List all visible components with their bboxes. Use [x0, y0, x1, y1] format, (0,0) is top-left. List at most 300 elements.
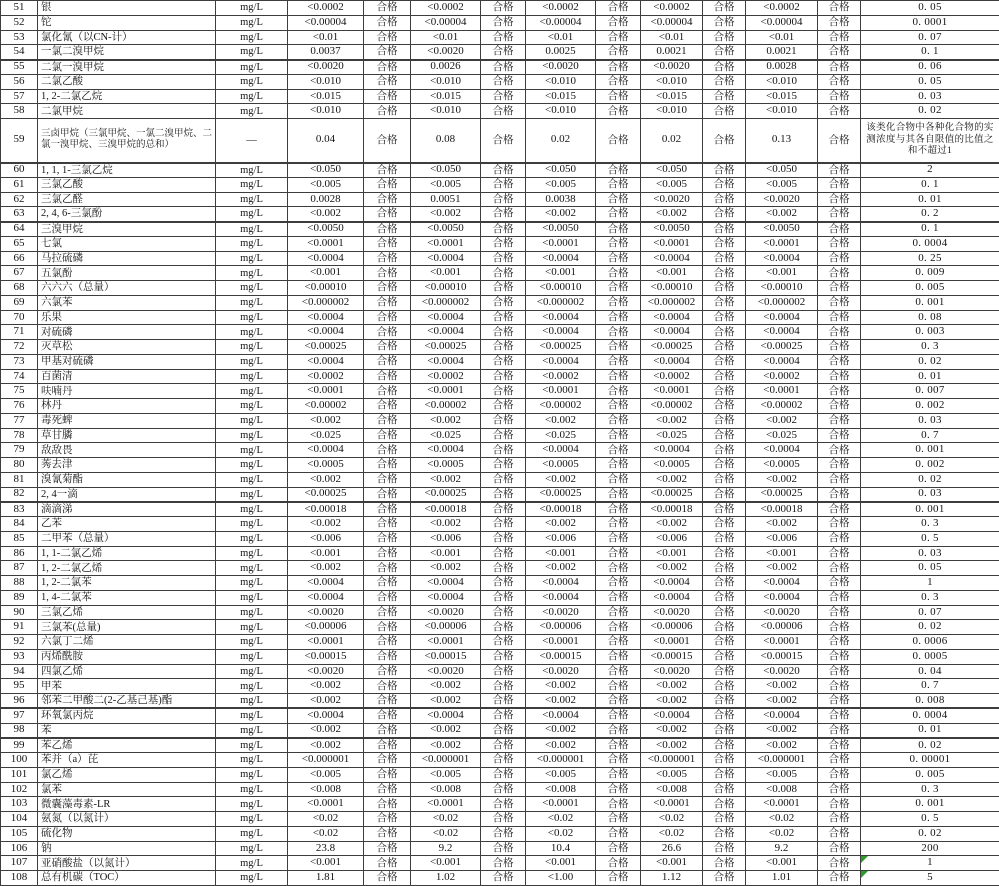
cell-pass-2[interactable]: 合格 — [481, 413, 526, 428]
cell-unit[interactable]: mg/L — [216, 546, 288, 561]
cell-row-number[interactable]: 69 — [1, 295, 38, 310]
cell-value-5[interactable]: 9.2 — [746, 841, 818, 856]
cell-value-2[interactable]: <0.02 — [411, 826, 481, 841]
cell-pass-3[interactable]: 合格 — [596, 192, 641, 207]
cell-pass-1[interactable]: 合格 — [364, 443, 411, 458]
cell-value-1[interactable]: <0.002 — [288, 738, 364, 753]
cell-pass-1[interactable]: 合格 — [364, 413, 411, 428]
cell-item-name[interactable]: 苯乙烯 — [38, 738, 216, 753]
cell-pass-3[interactable]: 合格 — [596, 664, 641, 679]
cell-value-2[interactable]: <0.00006 — [411, 620, 481, 635]
cell-item-name[interactable]: 2, 4, 6-三氯酚 — [38, 207, 216, 222]
cell-row-number[interactable]: 75 — [1, 384, 38, 399]
cell-unit[interactable]: mg/L — [216, 413, 288, 428]
cell-value-1[interactable]: <0.0001 — [288, 384, 364, 399]
cell-pass-1[interactable]: 合格 — [364, 45, 411, 60]
cell-limit[interactable]: 0. 0004 — [861, 708, 999, 723]
cell-pass-2[interactable]: 合格 — [481, 679, 526, 694]
cell-limit[interactable]: 0. 002 — [861, 458, 999, 473]
cell-value-5[interactable]: <0.00018 — [746, 502, 818, 517]
cell-value-1[interactable]: <0.001 — [288, 856, 364, 871]
cell-value-1[interactable]: <0.002 — [288, 694, 364, 709]
cell-pass-2[interactable]: 合格 — [481, 222, 526, 237]
cell-value-3[interactable]: <0.008 — [526, 782, 596, 797]
cell-value-2[interactable]: <0.005 — [411, 177, 481, 192]
cell-pass-3[interactable]: 合格 — [596, 104, 641, 119]
cell-value-1[interactable]: <0.0004 — [288, 354, 364, 369]
cell-value-3[interactable]: <0.0001 — [526, 384, 596, 399]
cell-pass-5[interactable]: 合格 — [818, 797, 861, 812]
cell-item-name[interactable]: 二氯一溴甲烷 — [38, 60, 216, 75]
cell-value-5[interactable]: <0.0001 — [746, 635, 818, 650]
cell-value-2[interactable]: <0.00025 — [411, 487, 481, 502]
cell-value-5[interactable]: <0.050 — [746, 163, 818, 178]
cell-item-name[interactable]: 钠 — [38, 841, 216, 856]
cell-unit[interactable]: mg/L — [216, 649, 288, 664]
cell-row-number[interactable]: 59 — [1, 119, 38, 163]
cell-value-5[interactable]: <0.002 — [746, 472, 818, 487]
cell-unit[interactable]: mg/L — [216, 30, 288, 45]
cell-pass-4[interactable]: 合格 — [703, 89, 746, 104]
cell-pass-4[interactable]: 合格 — [703, 472, 746, 487]
cell-pass-4[interactable]: 合格 — [703, 738, 746, 753]
cell-value-3[interactable]: <0.0001 — [526, 635, 596, 650]
cell-value-4[interactable]: <0.002 — [641, 413, 703, 428]
cell-value-1[interactable]: <0.002 — [288, 472, 364, 487]
cell-value-5[interactable]: <0.002 — [746, 517, 818, 532]
cell-pass-1[interactable]: 合格 — [364, 369, 411, 384]
cell-pass-3[interactable]: 合格 — [596, 251, 641, 266]
cell-unit[interactable]: mg/L — [216, 295, 288, 310]
cell-value-4[interactable]: 0.0021 — [641, 45, 703, 60]
cell-row-number[interactable]: 74 — [1, 369, 38, 384]
cell-value-2[interactable]: <0.025 — [411, 428, 481, 443]
cell-value-5[interactable]: <0.02 — [746, 812, 818, 827]
cell-value-1[interactable]: <0.00025 — [288, 340, 364, 355]
cell-item-name[interactable]: 对硫磷 — [38, 325, 216, 340]
cell-limit[interactable]: 0. 03 — [861, 487, 999, 502]
cell-pass-4[interactable]: 合格 — [703, 546, 746, 561]
cell-value-5[interactable]: <0.002 — [746, 738, 818, 753]
cell-pass-2[interactable]: 合格 — [481, 472, 526, 487]
cell-unit[interactable]: mg/L — [216, 517, 288, 532]
cell-pass-5[interactable]: 合格 — [818, 413, 861, 428]
cell-value-2[interactable]: <0.0001 — [411, 635, 481, 650]
cell-item-name[interactable]: 百菌清 — [38, 369, 216, 384]
cell-value-5[interactable]: <0.002 — [746, 413, 818, 428]
cell-value-4[interactable]: <0.00025 — [641, 340, 703, 355]
cell-pass-4[interactable]: 合格 — [703, 826, 746, 841]
cell-pass-5[interactable]: 合格 — [818, 281, 861, 296]
cell-row-number[interactable]: 108 — [1, 871, 38, 886]
cell-value-3[interactable]: <0.01 — [526, 30, 596, 45]
cell-value-3[interactable]: <0.0004 — [526, 708, 596, 723]
cell-value-2[interactable]: <0.01 — [411, 30, 481, 45]
cell-pass-3[interactable]: 合格 — [596, 856, 641, 871]
cell-value-2[interactable]: <0.00004 — [411, 15, 481, 30]
cell-value-2[interactable]: <0.005 — [411, 767, 481, 782]
cell-value-1[interactable]: <0.002 — [288, 679, 364, 694]
cell-pass-2[interactable]: 合格 — [481, 635, 526, 650]
cell-unit[interactable]: mg/L — [216, 340, 288, 355]
cell-value-3[interactable]: <0.0004 — [526, 251, 596, 266]
cell-value-1[interactable]: <0.0004 — [288, 576, 364, 591]
cell-pass-4[interactable]: 合格 — [703, 413, 746, 428]
cell-pass-1[interactable]: 合格 — [364, 620, 411, 635]
cell-value-3[interactable]: <0.001 — [526, 856, 596, 871]
cell-unit[interactable]: mg/L — [216, 812, 288, 827]
cell-value-2[interactable]: <0.0005 — [411, 458, 481, 473]
cell-row-number[interactable]: 80 — [1, 458, 38, 473]
cell-value-1[interactable]: <0.000001 — [288, 753, 364, 768]
cell-pass-3[interactable]: 合格 — [596, 782, 641, 797]
cell-row-number[interactable]: 85 — [1, 531, 38, 546]
cell-item-name[interactable]: 苯 — [38, 723, 216, 738]
cell-row-number[interactable]: 76 — [1, 399, 38, 414]
cell-limit[interactable]: 0. 04 — [861, 664, 999, 679]
cell-pass-3[interactable]: 合格 — [596, 635, 641, 650]
cell-row-number[interactable]: 107 — [1, 856, 38, 871]
cell-unit[interactable]: mg/L — [216, 266, 288, 281]
cell-value-5[interactable]: <0.002 — [746, 723, 818, 738]
cell-pass-3[interactable]: 合格 — [596, 119, 641, 163]
cell-item-name[interactable]: 1, 1, 1-三氯乙烷 — [38, 163, 216, 178]
cell-value-3[interactable]: <0.0004 — [526, 443, 596, 458]
cell-value-5[interactable]: <0.001 — [746, 266, 818, 281]
cell-value-2[interactable]: <0.010 — [411, 104, 481, 119]
cell-pass-2[interactable]: 合格 — [481, 384, 526, 399]
cell-value-2[interactable]: 0.0051 — [411, 192, 481, 207]
cell-value-2[interactable]: <0.000001 — [411, 753, 481, 768]
cell-pass-5[interactable]: 合格 — [818, 354, 861, 369]
cell-row-number[interactable]: 58 — [1, 104, 38, 119]
cell-pass-5[interactable]: 合格 — [818, 399, 861, 414]
cell-item-name[interactable]: 四氯乙烯 — [38, 664, 216, 679]
cell-limit[interactable]: 0. 3 — [861, 340, 999, 355]
cell-pass-5[interactable]: 合格 — [818, 104, 861, 119]
cell-value-5[interactable]: <0.0020 — [746, 605, 818, 620]
cell-value-5[interactable]: <0.0001 — [746, 236, 818, 251]
cell-limit[interactable]: 1 — [861, 576, 999, 591]
cell-row-number[interactable]: 73 — [1, 354, 38, 369]
cell-value-4[interactable]: <0.002 — [641, 694, 703, 709]
cell-pass-4[interactable]: 合格 — [703, 251, 746, 266]
cell-item-name[interactable]: 银 — [38, 1, 216, 16]
cell-pass-1[interactable]: 合格 — [364, 30, 411, 45]
cell-value-4[interactable]: <0.002 — [641, 517, 703, 532]
cell-pass-3[interactable]: 合格 — [596, 384, 641, 399]
cell-row-number[interactable]: 89 — [1, 590, 38, 605]
cell-limit-with-error-indicator[interactable]: 1 — [861, 856, 999, 871]
cell-value-4[interactable]: <0.050 — [641, 163, 703, 178]
cell-pass-4[interactable]: 合格 — [703, 119, 746, 163]
cell-unit[interactable]: mg/L — [216, 15, 288, 30]
cell-value-4[interactable]: <0.0004 — [641, 325, 703, 340]
cell-pass-5[interactable]: 合格 — [818, 236, 861, 251]
cell-value-4[interactable]: <0.00006 — [641, 620, 703, 635]
cell-row-number[interactable]: 81 — [1, 472, 38, 487]
cell-limit[interactable]: 0. 7 — [861, 428, 999, 443]
cell-pass-4[interactable]: 合格 — [703, 812, 746, 827]
cell-unit[interactable]: mg/L — [216, 708, 288, 723]
cell-row-number[interactable]: 66 — [1, 251, 38, 266]
cell-pass-5[interactable]: 合格 — [818, 74, 861, 89]
cell-row-number[interactable]: 98 — [1, 723, 38, 738]
cell-limit[interactable]: 0. 2 — [861, 207, 999, 222]
cell-row-number[interactable]: 56 — [1, 74, 38, 89]
cell-value-3[interactable]: <0.010 — [526, 104, 596, 119]
cell-value-3[interactable]: <0.010 — [526, 74, 596, 89]
cell-value-1[interactable]: <0.0004 — [288, 251, 364, 266]
cell-pass-5[interactable]: 合格 — [818, 502, 861, 517]
cell-pass-1[interactable]: 合格 — [364, 826, 411, 841]
cell-value-4[interactable]: <0.002 — [641, 738, 703, 753]
cell-value-4[interactable]: <0.010 — [641, 74, 703, 89]
cell-pass-2[interactable]: 合格 — [481, 295, 526, 310]
cell-value-4[interactable]: <0.00004 — [641, 15, 703, 30]
cell-value-5[interactable]: <0.0020 — [746, 664, 818, 679]
cell-value-1[interactable]: <0.0004 — [288, 325, 364, 340]
cell-unit[interactable]: mg/L — [216, 89, 288, 104]
cell-value-2[interactable]: <0.002 — [411, 679, 481, 694]
cell-value-5[interactable]: <0.0005 — [746, 458, 818, 473]
cell-item-name[interactable]: 七氯 — [38, 236, 216, 251]
cell-row-number[interactable]: 102 — [1, 782, 38, 797]
cell-item-name[interactable]: 莠去津 — [38, 458, 216, 473]
cell-pass-3[interactable]: 合格 — [596, 753, 641, 768]
cell-pass-5[interactable]: 合格 — [818, 15, 861, 30]
cell-limit[interactable]: 0. 008 — [861, 694, 999, 709]
cell-pass-3[interactable]: 合格 — [596, 399, 641, 414]
cell-value-3[interactable]: <0.001 — [526, 546, 596, 561]
cell-pass-2[interactable]: 合格 — [481, 753, 526, 768]
cell-unit[interactable]: mg/L — [216, 443, 288, 458]
cell-unit[interactable]: mg/L — [216, 428, 288, 443]
cell-unit[interactable]: mg/L — [216, 399, 288, 414]
cell-item-name[interactable]: 2, 4一滴 — [38, 487, 216, 502]
cell-limit[interactable]: 0. 03 — [861, 546, 999, 561]
cell-value-1[interactable]: <0.002 — [288, 207, 364, 222]
cell-row-number[interactable]: 92 — [1, 635, 38, 650]
cell-pass-2[interactable]: 合格 — [481, 708, 526, 723]
cell-row-number[interactable]: 97 — [1, 708, 38, 723]
cell-item-name[interactable]: 林丹 — [38, 399, 216, 414]
cell-value-4[interactable]: <0.0020 — [641, 192, 703, 207]
cell-item-name[interactable]: 三氯乙烯 — [38, 605, 216, 620]
cell-limit[interactable]: 0. 02 — [861, 472, 999, 487]
cell-value-1[interactable]: <0.025 — [288, 428, 364, 443]
cell-value-4[interactable]: <0.0020 — [641, 664, 703, 679]
cell-value-1[interactable]: <0.010 — [288, 104, 364, 119]
cell-value-4[interactable]: <0.01 — [641, 30, 703, 45]
cell-pass-1[interactable]: 合格 — [364, 708, 411, 723]
cell-limit[interactable]: 0. 02 — [861, 104, 999, 119]
cell-value-1[interactable]: <0.0020 — [288, 60, 364, 75]
cell-pass-2[interactable]: 合格 — [481, 590, 526, 605]
cell-value-3[interactable]: <0.002 — [526, 472, 596, 487]
cell-pass-5[interactable]: 合格 — [818, 295, 861, 310]
cell-value-3[interactable]: <0.002 — [526, 207, 596, 222]
cell-item-name[interactable]: 总有机碳（TOC） — [38, 871, 216, 886]
cell-pass-4[interactable]: 合格 — [703, 605, 746, 620]
cell-pass-2[interactable]: 合格 — [481, 458, 526, 473]
cell-item-name[interactable]: 三卤甲烷（三氯甲烷、一氯二溴甲烷、二氯一溴甲烷、三溴甲烷的总和） — [38, 119, 216, 163]
cell-value-2[interactable]: <0.0004 — [411, 708, 481, 723]
cell-pass-1[interactable]: 合格 — [364, 207, 411, 222]
cell-unit[interactable]: mg/L — [216, 325, 288, 340]
cell-pass-1[interactable]: 合格 — [364, 295, 411, 310]
cell-value-2[interactable]: <0.000002 — [411, 295, 481, 310]
cell-value-1[interactable]: <0.01 — [288, 30, 364, 45]
cell-value-4[interactable]: <0.015 — [641, 89, 703, 104]
cell-unit[interactable]: mg/L — [216, 605, 288, 620]
cell-unit[interactable]: mg/L — [216, 369, 288, 384]
cell-value-3[interactable]: <0.00004 — [526, 15, 596, 30]
cell-pass-4[interactable]: 合格 — [703, 310, 746, 325]
cell-unit[interactable]: mg/L — [216, 531, 288, 546]
cell-value-1[interactable]: <0.015 — [288, 89, 364, 104]
cell-value-1[interactable]: <0.0004 — [288, 590, 364, 605]
cell-pass-1[interactable]: 合格 — [364, 428, 411, 443]
cell-value-3[interactable]: <0.0002 — [526, 1, 596, 16]
cell-value-1[interactable]: <0.0002 — [288, 1, 364, 16]
cell-pass-5[interactable]: 合格 — [818, 649, 861, 664]
cell-value-3[interactable]: <0.0004 — [526, 325, 596, 340]
cell-pass-2[interactable]: 合格 — [481, 782, 526, 797]
cell-limit[interactable]: 0. 0001 — [861, 15, 999, 30]
cell-pass-3[interactable]: 合格 — [596, 60, 641, 75]
cell-value-1[interactable]: <0.00002 — [288, 399, 364, 414]
cell-row-number[interactable]: 82 — [1, 487, 38, 502]
cell-pass-3[interactable]: 合格 — [596, 310, 641, 325]
cell-limit[interactable]: 0. 07 — [861, 605, 999, 620]
cell-value-3[interactable]: <0.015 — [526, 89, 596, 104]
cell-row-number[interactable]: 104 — [1, 812, 38, 827]
cell-value-2[interactable]: <0.0001 — [411, 236, 481, 251]
cell-row-number[interactable]: 99 — [1, 738, 38, 753]
cell-pass-1[interactable]: 合格 — [364, 767, 411, 782]
cell-value-2[interactable]: <0.0004 — [411, 354, 481, 369]
cell-value-5[interactable]: <0.00010 — [746, 281, 818, 296]
cell-unit[interactable]: mg/L — [216, 664, 288, 679]
cell-value-5[interactable]: 0.13 — [746, 119, 818, 163]
cell-pass-1[interactable]: 合格 — [364, 74, 411, 89]
cell-value-1[interactable]: <0.010 — [288, 74, 364, 89]
cell-item-name[interactable]: 毒死蜱 — [38, 413, 216, 428]
cell-value-5[interactable]: <0.00002 — [746, 399, 818, 414]
cell-value-5[interactable]: <0.000001 — [746, 753, 818, 768]
cell-item-name[interactable]: 氯苯 — [38, 782, 216, 797]
cell-unit[interactable]: mg/L — [216, 104, 288, 119]
cell-value-2[interactable]: 0.0026 — [411, 60, 481, 75]
cell-pass-5[interactable]: 合格 — [818, 89, 861, 104]
cell-value-2[interactable]: <0.0020 — [411, 664, 481, 679]
cell-item-name[interactable]: 一氯二溴甲烷 — [38, 45, 216, 60]
cell-value-2[interactable]: <0.002 — [411, 738, 481, 753]
cell-value-4[interactable]: <0.0020 — [641, 605, 703, 620]
cell-pass-1[interactable]: 合格 — [364, 531, 411, 546]
cell-value-2[interactable]: <0.0002 — [411, 369, 481, 384]
cell-pass-3[interactable]: 合格 — [596, 281, 641, 296]
cell-value-5[interactable]: <0.002 — [746, 679, 818, 694]
cell-pass-3[interactable]: 合格 — [596, 443, 641, 458]
cell-pass-4[interactable]: 合格 — [703, 207, 746, 222]
cell-value-4[interactable]: <0.00025 — [641, 487, 703, 502]
cell-pass-2[interactable]: 合格 — [481, 236, 526, 251]
cell-pass-5[interactable]: 合格 — [818, 708, 861, 723]
cell-pass-3[interactable]: 合格 — [596, 177, 641, 192]
cell-value-2[interactable]: <0.002 — [411, 472, 481, 487]
cell-unit[interactable]: mg/L — [216, 251, 288, 266]
cell-item-name[interactable]: 三氯苯(总量) — [38, 620, 216, 635]
cell-pass-2[interactable]: 合格 — [481, 369, 526, 384]
cell-pass-2[interactable]: 合格 — [481, 74, 526, 89]
cell-pass-2[interactable]: 合格 — [481, 163, 526, 178]
cell-pass-5[interactable]: 合格 — [818, 546, 861, 561]
cell-pass-4[interactable]: 合格 — [703, 163, 746, 178]
cell-item-name[interactable]: 二氯乙酸 — [38, 74, 216, 89]
cell-unit[interactable]: mg/L — [216, 192, 288, 207]
cell-unit[interactable]: mg/L — [216, 871, 288, 886]
cell-item-name[interactable]: 1, 2-二氯乙烷 — [38, 89, 216, 104]
cell-value-1[interactable]: <0.0001 — [288, 236, 364, 251]
cell-pass-1[interactable]: 合格 — [364, 856, 411, 871]
cell-value-2[interactable]: <0.0004 — [411, 576, 481, 591]
cell-pass-2[interactable]: 合格 — [481, 517, 526, 532]
cell-unit[interactable]: mg/L — [216, 384, 288, 399]
cell-pass-5[interactable]: 合格 — [818, 60, 861, 75]
cell-pass-5[interactable]: 合格 — [818, 679, 861, 694]
cell-pass-5[interactable]: 合格 — [818, 472, 861, 487]
cell-limit-with-error-indicator[interactable]: 5 — [861, 871, 999, 886]
cell-unit[interactable]: — — [216, 119, 288, 163]
cell-limit[interactable]: 0. 25 — [861, 251, 999, 266]
cell-unit[interactable]: mg/L — [216, 856, 288, 871]
cell-value-5[interactable]: <0.00025 — [746, 340, 818, 355]
cell-limit[interactable]: 0. 5 — [861, 812, 999, 827]
cell-item-name[interactable]: 乐果 — [38, 310, 216, 325]
cell-pass-2[interactable]: 合格 — [481, 30, 526, 45]
cell-value-5[interactable]: 0.0021 — [746, 45, 818, 60]
cell-row-number[interactable]: 54 — [1, 45, 38, 60]
cell-value-3[interactable]: <0.00015 — [526, 649, 596, 664]
cell-value-2[interactable]: <0.002 — [411, 207, 481, 222]
cell-value-5[interactable]: <0.015 — [746, 89, 818, 104]
cell-pass-3[interactable]: 合格 — [596, 325, 641, 340]
cell-limit[interactable]: 0. 007 — [861, 384, 999, 399]
cell-pass-2[interactable]: 合格 — [481, 871, 526, 886]
cell-item-name[interactable]: 氯乙烯 — [38, 767, 216, 782]
cell-pass-3[interactable]: 合格 — [596, 826, 641, 841]
cell-value-2[interactable]: <0.010 — [411, 74, 481, 89]
cell-value-3[interactable]: <0.0004 — [526, 354, 596, 369]
cell-limit[interactable]: 0. 00001 — [861, 753, 999, 768]
cell-pass-1[interactable]: 合格 — [364, 649, 411, 664]
cell-pass-3[interactable]: 合格 — [596, 236, 641, 251]
cell-pass-5[interactable]: 合格 — [818, 635, 861, 650]
cell-pass-4[interactable]: 合格 — [703, 192, 746, 207]
cell-limit[interactable]: 0. 001 — [861, 443, 999, 458]
cell-limit[interactable]: 0. 001 — [861, 502, 999, 517]
cell-pass-4[interactable]: 合格 — [703, 177, 746, 192]
cell-pass-4[interactable]: 合格 — [703, 635, 746, 650]
cell-limit[interactable]: 0. 3 — [861, 782, 999, 797]
cell-item-name[interactable]: 硫化物 — [38, 826, 216, 841]
cell-pass-4[interactable]: 合格 — [703, 384, 746, 399]
cell-value-1[interactable]: <0.001 — [288, 266, 364, 281]
cell-value-1[interactable]: <0.050 — [288, 163, 364, 178]
cell-item-name[interactable]: 溴氰菊酯 — [38, 472, 216, 487]
